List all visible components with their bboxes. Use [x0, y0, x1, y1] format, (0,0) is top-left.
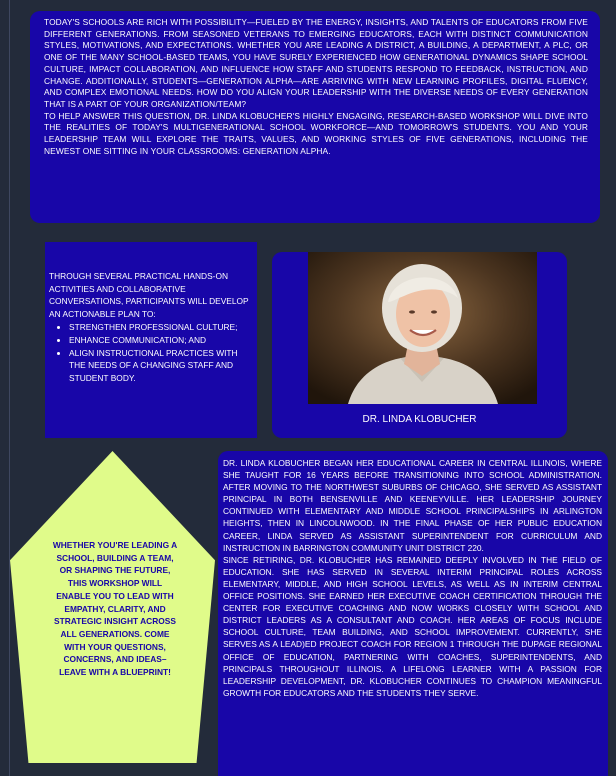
- bio-paragraph-2: SINCE RETIRING, DR. KLOBUCHER HAS REMAINED DEEPLY INVOLVED IN THE FIELD OF EDUCATION. SHE HAS SERVED IN SEVERAL INTERIM PRINCIPAL ROLES ACROSS ELEMENTARY, MIDDLE, AND HIGH SCHOOL LEVELS, AS WELL AS IN INTERIM CENTRAL OFFICE POSITIONS. SHE EARNED HER EXECUTIVE COACH CERTIFICATION THROUGH THE CENTER FOR EXECUTIVE COACHING AND NOW WORKS CLOSELY WITH SCHOOL AND DISTRICT LEADERS AS A CONSULTANT AND COACH. HER AREAS OF FOCUS INCLUDE SCHOOL CULTURE, TEAM BUILDING, AND SCHOOL IMPROVEMENT. CURRENTLY, SHE SERVES AS A LEAD)ED PROJECT COACH FOR REGION 1 THROUGH THE DUPAGE REGIONAL OFFICE OF EDUCATION, PARTNERING WITH COACHES, SUPERINTENDENTS, AND PRINCIPALS THROUGHOUT ILLINOIS. A LIFELONG LEARNER WITH A PASSION FOR LEADERSHIP DEVELOPMENT, DR. KLOBUCHER CONTINUES TO CHAMPION MEANINGFUL GROWTH FOR EDUCATORS AND THE STUDENTS THEY SERVE.: [223, 554, 602, 698]
- action-plan-item: • ENHANCE COMMUNICATION; AND: [69, 334, 251, 347]
- presenter-name-caption: DR. LINDA KLOBUCHER: [362, 414, 477, 425]
- presenter-portrait-image: [308, 252, 537, 404]
- intro-paragraph-2: TO HELP ANSWER THIS QUESTION, DR. LINDA KLOBUCHER'S HIGHLY ENGAGING, RESEARCH-BASED WORKSHOP WILL DIVE INTO THE REALITIES OF TODAY'S MULTIGENERATIONAL SCHOOL WORKFORCE—AND TOMORROW'S STUDENTS. YOU AND YOUR LEADERSHIP TEAM WILL EXPLORE THE TRAITS, VALUES, AND WORKING STYLES OF FIVE GENERATIONS, INCLUDING THE NEWEST ONE SITTING IN YOUR CLASSROOMS: GENERATION ALPHA.: [44, 110, 588, 156]
- callout-text: WHETHER YOU'RE LEADING A SCHOOL, BUILDING A TEAM, OR SHAPING THE FUTURE, THIS WORKSHOP WILL ENABLE YOU TO LEAD WITH EMPATHY, CLARITY, AND STRATEGIC INSIGHT ACROSS ALL GENERATIONS. COME WITH YOUR QUESTIONS, CONCERNS, AND IDEAS–LEAVE WITH A BLUEPRINT!: [52, 540, 178, 678]
- presenter-bio-panel: [218, 451, 608, 776]
- presenter-photo: [308, 252, 537, 404]
- bio-paragraph-1: DR. LINDA KLOBUCHER BEGAN HER EDUCATIONAL CAREER IN CENTRAL ILLINOIS, WHERE SHE TAUGHT FOR 16 YEARS BEFORE TRANSITIONING INTO SCHOOL ADMINISTRATION. AFTER MOVING TO THE NORTHWEST SUBURBS OF CHICAGO, SHE SERVED AS ASSISTANT PRINCIPAL IN BOTH BENSENVILLE AND KEENEYVILLE. HER LEADERSHIP JOURNEY CONTINUED WITH ELEMENTARY AND MIDDLE SCHOOL PRINCIPALSHIPS IN ARLINGTON HEIGHTS, THEN IN LINCOLNWOOD. IN THE FINAL PHASE OF HER PUBLIC EDUCATION CAREER, LINDA SERVED AS ASSISTANT SUPERINTENDENT FOR CURRICULUM AND INSTRUCTION IN BARRINGTON COMMUNITY UNIT DISTRICT 220.: [223, 458, 602, 553]
- intro-panel: [30, 11, 600, 223]
- action-plan-lead: THROUGH SEVERAL PRACTICAL HANDS-ON ACTIVITIES AND COLLABORATIVE CONVERSATIONS, PARTICIPANTS WILL DEVELOP AN ACTIONABLE PLAN TO:: [49, 271, 249, 319]
- intro-paragraph-1: TODAY'S SCHOOLS ARE RICH WITH POSSIBILITY—FUELED BY THE ENERGY, INSIGHTS, AND TALENTS OF EDUCATORS FROM FIVE DIFFERENT GENERATIONS. FROM SEASONED VETERANS TO EMERGING EDUCATORS, EACH WITH DISTINCT COMMUNICATION STYLES, MOTIVATIONS, AND EXPECTATIONS. WHETHER YOU ARE LEADING A DISTRICT, A BUILDING, A DEPARTMENT, A PLC, OR ONE OF THE MANY SCHOOL-BASED TEAMS, YOU HAVE SURELY EXPERIENCED HOW GENERATIONAL DYNAMICS SHAPE SCHOOL CULTURE, IMPACT COLLABORATION, AND INFLUENCE HOW STAFF AND STUDENTS RESPOND TO FEEDBACK, INSTRUCTION, AND CHANGE. ADDITIONALLY, STUDENTS—GENERATION ALPHA—ARE ARRIVING WITH NEW LEARNING PROFILES, DIGITAL FLUENCY, AND COMPLEX EMOTIONAL NEEDS. HOW DO YOU ALIGN YOUR LEADERSHIP WITH THE DIVERSE NEEDS OF EVERY GENERATION THAT IS A PART OF YOUR ORGANIZATION/TEAM?: [44, 17, 588, 109]
- action-plan-item: • STRENGTHEN PROFESSIONAL CULTURE;: [69, 321, 251, 334]
- action-plan-item: • ALIGN INSTRUCTIONAL PRACTICES WITH THE NEEDS OF A CHANGING STAFF AND STUDENT BODY.: [69, 347, 251, 385]
- action-plan-list: [49, 321, 251, 384]
- presenter-photo-card: [272, 252, 567, 438]
- left-margin-rule: [9, 0, 10, 776]
- action-plan-panel: [45, 242, 257, 438]
